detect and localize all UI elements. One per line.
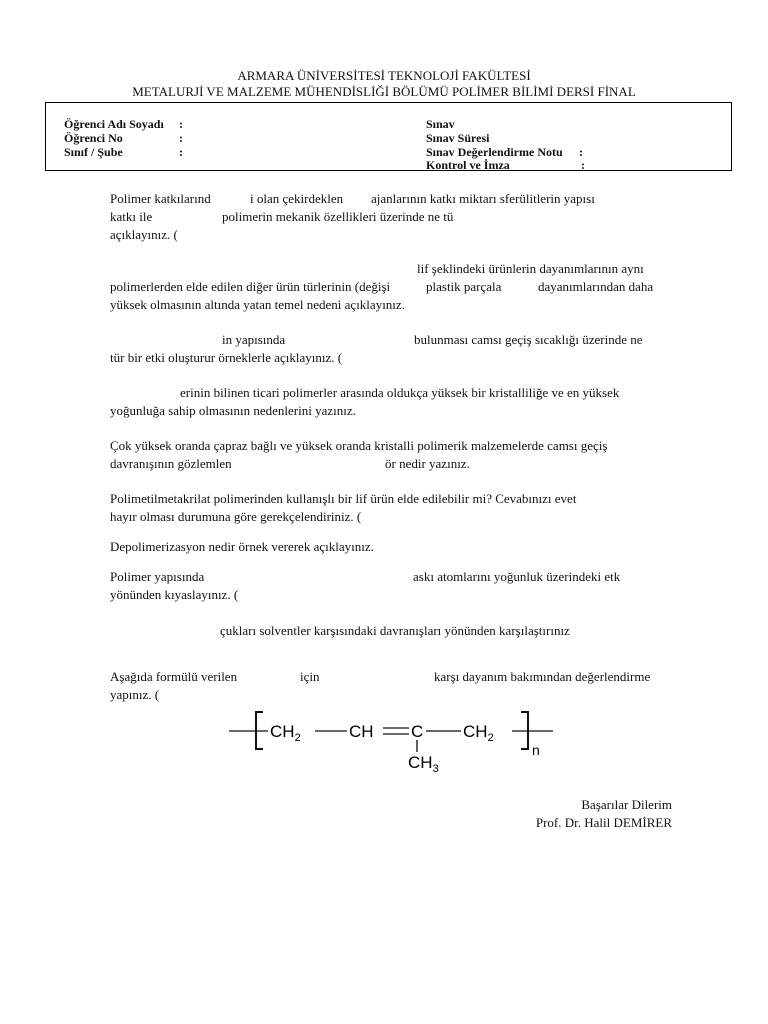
student-info-box <box>45 102 732 171</box>
control-signature-label: Kontrol ve İmza <box>426 158 510 172</box>
q2-line3: yüksek olmasının altında yatan temel nedeni açıklayınız. <box>110 297 405 312</box>
q1-line1-part3: ajanlarının katkı miktarı sferülitlerin yapısı <box>371 191 595 206</box>
q8-line1-part2: askı atomlarını yoğunluk üzerindeki etk <box>413 569 621 584</box>
q2-line1: lif şeklindeki ürünlerin dayanımlarının aynı <box>417 261 644 276</box>
q2-line2-part1: polimerlerden elde edilen diğer ürün türlerinin (değişi <box>110 279 391 294</box>
exam-grade-label: Sınav Değerlendirme Notu <box>426 145 563 159</box>
q6-line2: hayır olması durumuna göre gerekçelendiriniz. ( <box>110 509 362 524</box>
group-ch2-right: $CH_2$ <box>463 722 494 744</box>
student-no-label: Öğrenci No <box>64 131 123 145</box>
q3-line1-part1: in yapısında <box>222 332 286 347</box>
q3-line1-part2: bulunması camsı geçiş sıcaklığı üzerinde ne <box>414 332 643 347</box>
q5-line2-part2: ör nedir yazınız. <box>385 456 470 471</box>
q9-line1: çukları solventler karşısındaki davranışları yönünden karşılaştırınız <box>220 623 570 638</box>
q4-line1: erinin bilinen ticari polimerler arasında oldukça yüksek bir kristalliliğe ve en yüksek <box>180 385 620 400</box>
q10-line1-part1: Aşağıda formülü verilen <box>110 669 238 684</box>
q1-line2-part2: polimerin mekanik özellikleri üzerinde ne tü <box>222 209 454 224</box>
q6-line1: Polimetilmetakrilat polimerinden kullanışlı bir lif ürün elde edilebilir mi? Cevabınızı evet <box>110 491 577 506</box>
q5-line1: Çok yüksek oranda çapraz bağlı ve yüksek oranda kristalli polimerik malzemelerde camsı geçiş <box>110 438 608 453</box>
q8-line1-part1: Polimer yapısında <box>110 569 205 584</box>
professor-signature: Prof. Dr. Halil DEMİRER <box>535 815 672 830</box>
exam-grade-colon: : <box>579 145 583 159</box>
class-colon: : <box>179 145 183 159</box>
group-ch3: $CH_3$ <box>408 753 439 775</box>
q2-line2-part3: dayanımlarından daha <box>538 279 654 294</box>
q2-line2-part2: plastik parçala <box>426 279 502 294</box>
group-ch2-left: $CH_2$ <box>270 722 301 744</box>
repeat-subscript-n: n <box>532 742 540 758</box>
exam-header-line1: ARMARA ÜNİVERSİTESİ TEKNOLOJİ FAKÜLTESİ <box>237 68 531 83</box>
q5-line2-part1: davranışının gözlemlen <box>110 456 232 471</box>
q1-line2-part1: katkı ile <box>110 209 153 224</box>
student-name-label: Öğrenci Adı Soyadı <box>64 117 164 131</box>
q7-line1: Depolimerizasyon nedir örnek vererek açıklayınız. <box>110 539 374 554</box>
q1-line1-part2: i olan çekirdeklen <box>250 191 344 206</box>
q1-line3: açıklayınız. ( <box>110 227 178 242</box>
student-name-colon: : <box>179 117 183 131</box>
student-no-colon: : <box>179 131 183 145</box>
exam-header-line2: METALURJİ VE MALZEME MÜHENDİSLİĞİ BÖLÜMÜ POLİMER BİLİMİ DERSİ FİNAL <box>132 84 636 99</box>
q8-line2: yönünden kıyaslayınız. ( <box>110 587 239 602</box>
exam-label: Sınav <box>426 117 455 131</box>
exam-duration-label: Sınav Süresi <box>426 131 490 145</box>
q3-line2: tür bir etki oluşturur örneklerle açıklayınız. ( <box>110 350 343 365</box>
q10-line1-part2: için <box>300 669 320 684</box>
q10-line1-part3: karşı dayanım bakımından değerlendirme <box>434 669 651 684</box>
closing-wish: Başarılar Dilerim <box>581 797 672 812</box>
polyisoprene-formula <box>225 705 570 780</box>
class-label: Sınıf / Şube <box>64 145 123 159</box>
q4-line2: yoğunluğa sahip olmasının nedenlerini yazınız. <box>110 403 356 418</box>
q10-line2: yapınız. ( <box>110 687 160 702</box>
group-ch: CH <box>349 722 374 741</box>
group-c: C <box>411 722 424 741</box>
q1-line1-part1: Polimer katkılarınd <box>110 191 211 206</box>
control-signature-colon: : <box>581 158 585 172</box>
